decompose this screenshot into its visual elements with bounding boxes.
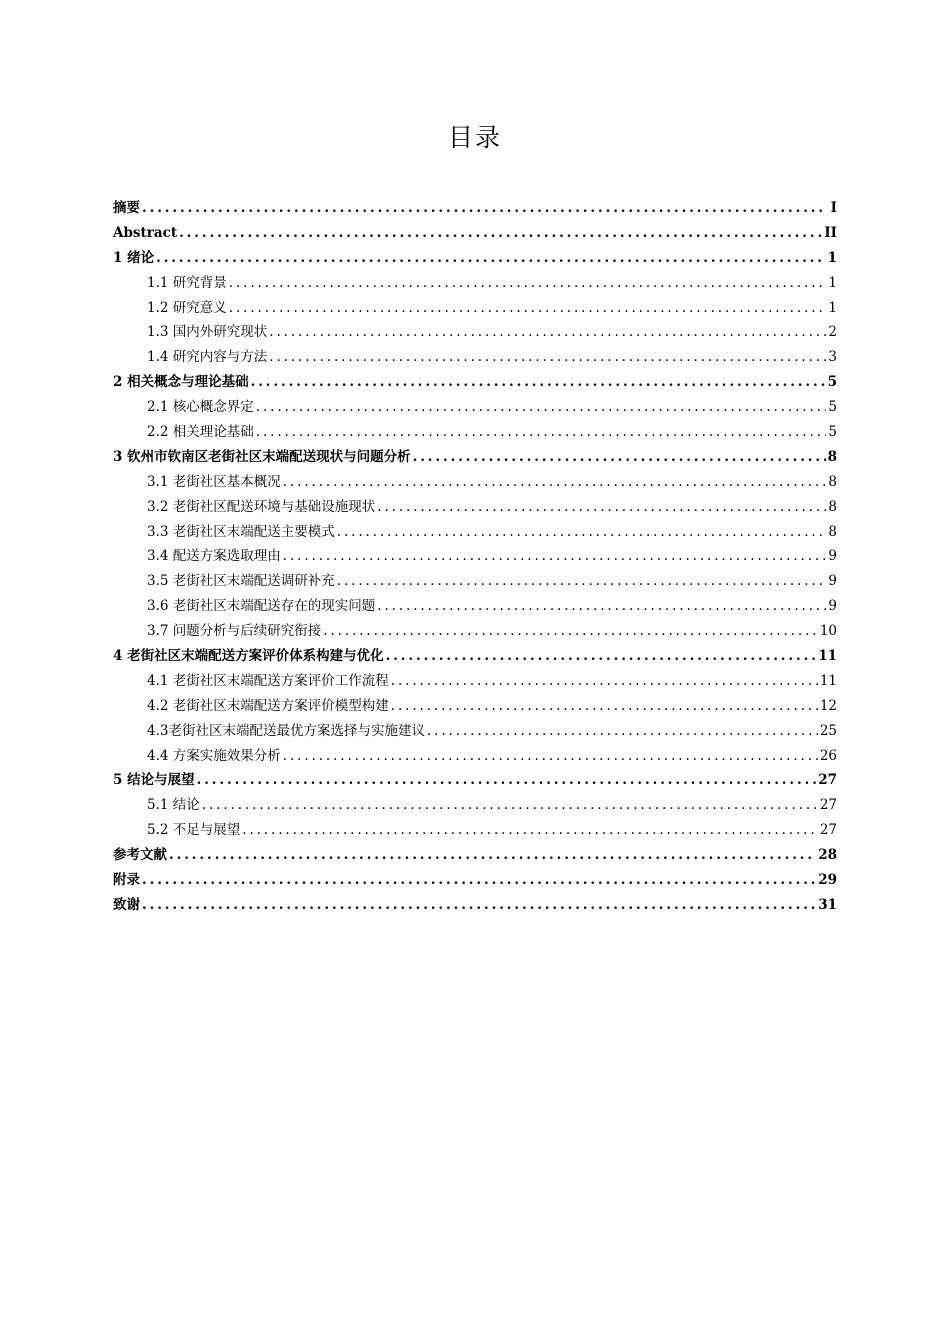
toc-entry-label: 4.2 老街社区末端配送方案评价模型构建 bbox=[147, 697, 389, 714]
toc-entry-label: Abstract bbox=[113, 224, 178, 241]
toc-dot-leader bbox=[337, 569, 827, 594]
toc-entry-page-number: 9 bbox=[828, 598, 837, 615]
toc-entry-page-number: 3 bbox=[828, 349, 837, 366]
toc-entry-label: 摘要 bbox=[113, 200, 140, 216]
toc-entry-label: 1.3 国内外研究现状 bbox=[147, 324, 268, 341]
toc-dot-leader bbox=[283, 470, 827, 495]
toc-entry-section[interactable] bbox=[113, 619, 837, 644]
toc-entry-section[interactable] bbox=[113, 544, 837, 569]
toc-entry-page-number: 26 bbox=[819, 747, 837, 764]
toc-entry-label: 3.3 老街社区末端配送主要模式 bbox=[147, 523, 335, 540]
toc-entry-page-number: 8 bbox=[828, 523, 837, 540]
toc-entry-section[interactable] bbox=[113, 793, 837, 818]
toc-entry-label: 4.4 方案实施效果分析 bbox=[147, 747, 281, 764]
toc-dot-leader bbox=[142, 196, 827, 221]
toc-entry-page-number: 12 bbox=[819, 697, 837, 714]
toc-dot-leader bbox=[242, 818, 818, 843]
toc-entry-section[interactable] bbox=[113, 744, 837, 769]
toc-entry-page-number: 27 bbox=[819, 797, 837, 814]
toc-entry-section[interactable] bbox=[113, 420, 837, 445]
toc-dot-leader bbox=[142, 893, 816, 918]
toc-entry-label: 3.2 老街社区配送环境与基础设施现状 bbox=[147, 498, 376, 515]
toc-dot-leader bbox=[283, 744, 818, 769]
toc-entry-label: 5 结论与展望 bbox=[113, 772, 195, 789]
toc-dot-leader bbox=[256, 395, 827, 420]
toc-dot-leader bbox=[377, 495, 826, 520]
toc-dot-leader bbox=[269, 345, 826, 370]
toc-dot-leader bbox=[427, 719, 818, 744]
toc-entry-page-number: 8 bbox=[827, 448, 837, 465]
toc-entry-chapter[interactable] bbox=[113, 445, 837, 470]
toc-entry-page-number: 28 bbox=[818, 847, 837, 864]
toc-dot-leader bbox=[323, 619, 818, 644]
toc-entry-label: 附录 bbox=[113, 872, 140, 889]
toc-entry-label: 2 相关概念与理论基础 bbox=[113, 374, 249, 391]
toc-dot-leader bbox=[337, 520, 827, 545]
toc-dot-leader bbox=[377, 594, 826, 619]
toc-entry-label: 5.2 不足与展望 bbox=[147, 822, 241, 839]
toc-entry-page-number: 25 bbox=[819, 722, 837, 739]
toc-entry-section[interactable] bbox=[113, 594, 837, 619]
toc-entry-section[interactable] bbox=[113, 669, 837, 694]
toc-entry-chapter[interactable] bbox=[113, 768, 837, 793]
toc-dot-leader bbox=[202, 793, 818, 818]
toc-entry-label: 3.5 老街社区末端配送调研补充 bbox=[147, 573, 335, 590]
toc-entry-section[interactable] bbox=[113, 271, 837, 296]
toc-entry-page-number: 5 bbox=[828, 424, 837, 441]
toc-entry-label: 2.1 核心概念界定 bbox=[147, 399, 254, 416]
toc-entry-page-number: 5 bbox=[828, 399, 837, 416]
toc-entry-section[interactable] bbox=[113, 320, 837, 345]
toc-list bbox=[113, 196, 837, 918]
toc-entry-label: 3.4 配送方案选取理由 bbox=[147, 548, 281, 565]
toc-entry-label: 3.7 问题分析与后续研究衔接 bbox=[147, 623, 322, 640]
toc-entry-section[interactable] bbox=[113, 520, 837, 545]
toc-entry-chapter[interactable] bbox=[113, 246, 837, 271]
toc-entry-label: 5.1 结论 bbox=[147, 797, 200, 814]
toc-entry-label: 3 钦州市钦南区老街社区末端配送现状与问题分析 bbox=[113, 448, 411, 465]
toc-dot-leader bbox=[391, 694, 818, 719]
toc-entry-page-number: 29 bbox=[818, 872, 837, 889]
toc-entry-label: 1.1 研究背景 bbox=[147, 274, 227, 291]
toc-entry-page-number: 8 bbox=[828, 473, 837, 490]
toc-entry-label: 1 绪论 bbox=[113, 249, 155, 266]
toc-entry-page-number: 5 bbox=[827, 374, 837, 391]
toc-entry-chapter[interactable] bbox=[113, 196, 837, 221]
toc-entry-label: 致谢 bbox=[113, 896, 140, 913]
toc-entry-section[interactable] bbox=[113, 818, 837, 843]
toc-entry-label: 1.4 研究内容与方法 bbox=[147, 349, 268, 366]
toc-entry-page-number: 10 bbox=[819, 623, 837, 640]
toc-entry-page-number: 27 bbox=[819, 822, 837, 839]
toc-entry-label: 2.2 相关理论基础 bbox=[147, 424, 254, 441]
toc-entry-page-number: II bbox=[824, 224, 837, 241]
toc-entry-label: 参考文献 bbox=[113, 847, 167, 864]
toc-entry-label: 1.2 研究意义 bbox=[147, 299, 227, 316]
toc-entry-page-number: 9 bbox=[828, 548, 837, 565]
toc-entry-page-number: 2 bbox=[828, 324, 837, 341]
toc-dot-leader bbox=[283, 544, 827, 569]
toc-entry-page-number: 11 bbox=[818, 648, 837, 665]
toc-entry-page-number: 9 bbox=[828, 573, 837, 590]
toc-dot-leader bbox=[229, 296, 827, 321]
toc-entry-page-number: 1 bbox=[828, 274, 837, 291]
toc-entry-section[interactable] bbox=[113, 345, 837, 370]
toc-entry-section[interactable] bbox=[113, 395, 837, 420]
toc-entry-chapter[interactable] bbox=[113, 370, 837, 395]
toc-entry-chapter[interactable] bbox=[113, 221, 837, 246]
toc-dot-leader bbox=[269, 320, 826, 345]
toc-entry-page-number: 11 bbox=[819, 672, 837, 689]
toc-entry-label: 4.3老街社区末端配送最优方案选择与实施建议 bbox=[147, 722, 425, 739]
toc-dot-leader bbox=[197, 768, 817, 793]
toc-entry-section[interactable] bbox=[113, 495, 837, 520]
toc-dot-leader bbox=[391, 669, 818, 694]
toc-entry-page-number: 1 bbox=[828, 299, 837, 316]
toc-dot-leader bbox=[169, 843, 816, 868]
toc-dot-leader bbox=[229, 271, 827, 296]
toc-entry-page-number: 8 bbox=[828, 498, 837, 515]
toc-dot-leader bbox=[386, 644, 817, 669]
toc-entry-chapter[interactable] bbox=[113, 893, 837, 918]
toc-dot-leader bbox=[179, 221, 822, 246]
toc-entry-chapter[interactable] bbox=[113, 644, 837, 669]
toc-dot-leader bbox=[142, 868, 816, 893]
toc-entry-page-number: 1 bbox=[827, 249, 837, 266]
toc-entry-chapter[interactable] bbox=[113, 868, 837, 893]
toc-entry-page-number: 27 bbox=[818, 772, 837, 789]
toc-entry-label: 3.6 老街社区末端配送存在的现实问题 bbox=[147, 598, 376, 615]
toc-entry-section[interactable] bbox=[113, 569, 837, 594]
toc-entry-page-number: 31 bbox=[818, 896, 837, 913]
toc-dot-leader bbox=[251, 370, 826, 395]
toc-entry-section[interactable] bbox=[113, 296, 837, 321]
toc-entry-label: 4.1 老街社区末端配送方案评价工作流程 bbox=[147, 672, 389, 689]
toc-dot-leader bbox=[156, 246, 826, 271]
toc-dot-leader bbox=[413, 445, 826, 470]
toc-entry-label: 4 老街社区末端配送方案评价体系构建与优化 bbox=[113, 648, 384, 665]
toc-title: 目录 bbox=[447, 123, 502, 152]
toc-entry-label: 3.1 老街社区基本概况 bbox=[147, 473, 281, 490]
toc-entry-section[interactable] bbox=[113, 470, 837, 495]
toc-dot-leader bbox=[256, 420, 827, 445]
toc-entry-page-number: I bbox=[830, 200, 837, 216]
toc-entry-section[interactable] bbox=[113, 694, 837, 719]
toc-entry-chapter[interactable] bbox=[113, 843, 837, 868]
toc-entry-section[interactable] bbox=[113, 719, 837, 744]
